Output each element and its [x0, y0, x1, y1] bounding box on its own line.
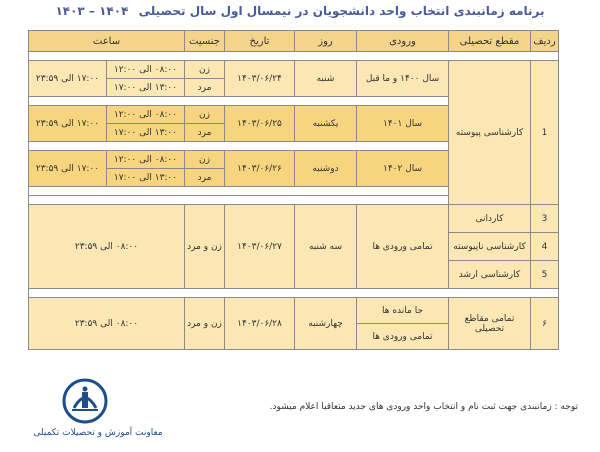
- date-cell: ۱۴۰۳/۰۶/۲۷: [225, 205, 295, 289]
- footer-note: [200, 402, 578, 412]
- entry-cell: سال ۱۴۰۰ و ما قبل: [357, 61, 449, 97]
- gender-cell: زن و مرد: [185, 205, 225, 289]
- gender-male: مرد: [185, 169, 225, 187]
- gender-cell: زن و مرد: [185, 298, 225, 350]
- day-cell: یکشنبه: [295, 106, 357, 142]
- time-slot: ۰۸:۰۰ الی ۱۲:۰۰: [107, 151, 185, 169]
- level-cell: کاردانی: [449, 205, 531, 233]
- page-title: [0, 4, 600, 22]
- table-row: [29, 61, 559, 79]
- gender-male: مرد: [185, 79, 225, 97]
- time-slot: ۰۸:۰۰ الی ۱۲:۰۰: [107, 106, 185, 124]
- organization-name: معاونت آموزش و تحصیلات تکمیلی: [33, 428, 163, 438]
- gender-female: زن: [185, 151, 225, 169]
- entry-cell: سال ۱۴۰۱: [357, 106, 449, 142]
- note-text: زمانبندی جهت ثبت نام و انتخاب واحد ورودی های جدید متعاقبا اعلام میشود.: [269, 402, 552, 412]
- level-cell: کارشناسی پیوسته: [449, 61, 531, 205]
- time-cell: ۰۸:۰۰ الی ۲۳:۵۹: [29, 205, 185, 289]
- header-time: ساعت: [29, 31, 185, 52]
- header-row: [29, 31, 559, 52]
- title-text: برنامه زمانبندی انتخاب واحد دانشجویان در نیمسال اول سال تحصیلی: [138, 4, 545, 18]
- table-row: [29, 205, 559, 233]
- table-row: [29, 298, 559, 324]
- time-evening: ۱۷:۰۰ الی ۲۳:۵۹: [29, 106, 107, 142]
- title-years: ۱۴۰۴ – ۱۴۰۳: [55, 4, 129, 18]
- day-cell: دوشنبه: [295, 151, 357, 187]
- time-evening: ۱۷:۰۰ الی ۲۳:۵۹: [29, 151, 107, 187]
- gender-male: مرد: [185, 124, 225, 142]
- date-cell: ۱۴۰۳/۰۶/۲۶: [225, 151, 295, 187]
- schedule-table: [28, 30, 559, 350]
- header-entry: ورودی: [357, 31, 449, 52]
- note-label: توجه :: [554, 402, 578, 412]
- time-slot: ۱۳:۰۰ الی ۱۷:۰۰: [107, 79, 185, 97]
- day-cell: چهارشنبه: [295, 298, 357, 350]
- time-evening: ۱۷:۰۰ الی ۲۳:۵۹: [29, 61, 107, 97]
- level-cell: کارشناسی ناپیوسته: [449, 233, 531, 261]
- university-logo-icon: [62, 378, 108, 424]
- row-number: 5: [531, 261, 559, 289]
- level-cell: تمامی مقاطع تحصیلی: [449, 298, 531, 350]
- date-cell: ۱۴۰۳/۰۶/۲۴: [225, 61, 295, 97]
- header-level: مقطع تحصیلی: [449, 31, 531, 52]
- entry-cell: سال ۱۴۰۲: [357, 151, 449, 187]
- time-slot: ۰۸:۰۰ الی ۱۲:۰۰: [107, 61, 185, 79]
- entry-cell: تمامی ورودی ها: [357, 324, 449, 350]
- day-cell: شنبه: [295, 61, 357, 97]
- date-cell: ۱۴۰۳/۰۶/۲۵: [225, 106, 295, 142]
- header-gender: جنسیت: [185, 31, 225, 52]
- header-date: تاریخ: [225, 31, 295, 52]
- time-cell: ۰۸:۰۰ الی ۲۳:۵۹: [29, 298, 185, 350]
- level-cell: کارشناسی ارشد: [449, 261, 531, 289]
- row-number: 4: [531, 233, 559, 261]
- date-cell: ۱۴۰۳/۰۶/۲۸: [225, 298, 295, 350]
- day-cell: سه شنبه: [295, 205, 357, 289]
- gender-female: زن: [185, 106, 225, 124]
- gender-female: زن: [185, 61, 225, 79]
- row-number: ۶: [531, 298, 559, 350]
- entry-cell: جا مانده ها: [357, 298, 449, 324]
- header-day: روز: [295, 31, 357, 52]
- time-slot: ۱۳:۰۰ الی ۱۷:۰۰: [107, 169, 185, 187]
- header-row-no: ردیف: [531, 31, 559, 52]
- row-number: 3: [531, 205, 559, 233]
- time-slot: ۱۳:۰۰ الی ۱۷:۰۰: [107, 124, 185, 142]
- row-number: 1: [531, 61, 559, 205]
- entry-cell: تمامی ورودی ها: [357, 205, 449, 289]
